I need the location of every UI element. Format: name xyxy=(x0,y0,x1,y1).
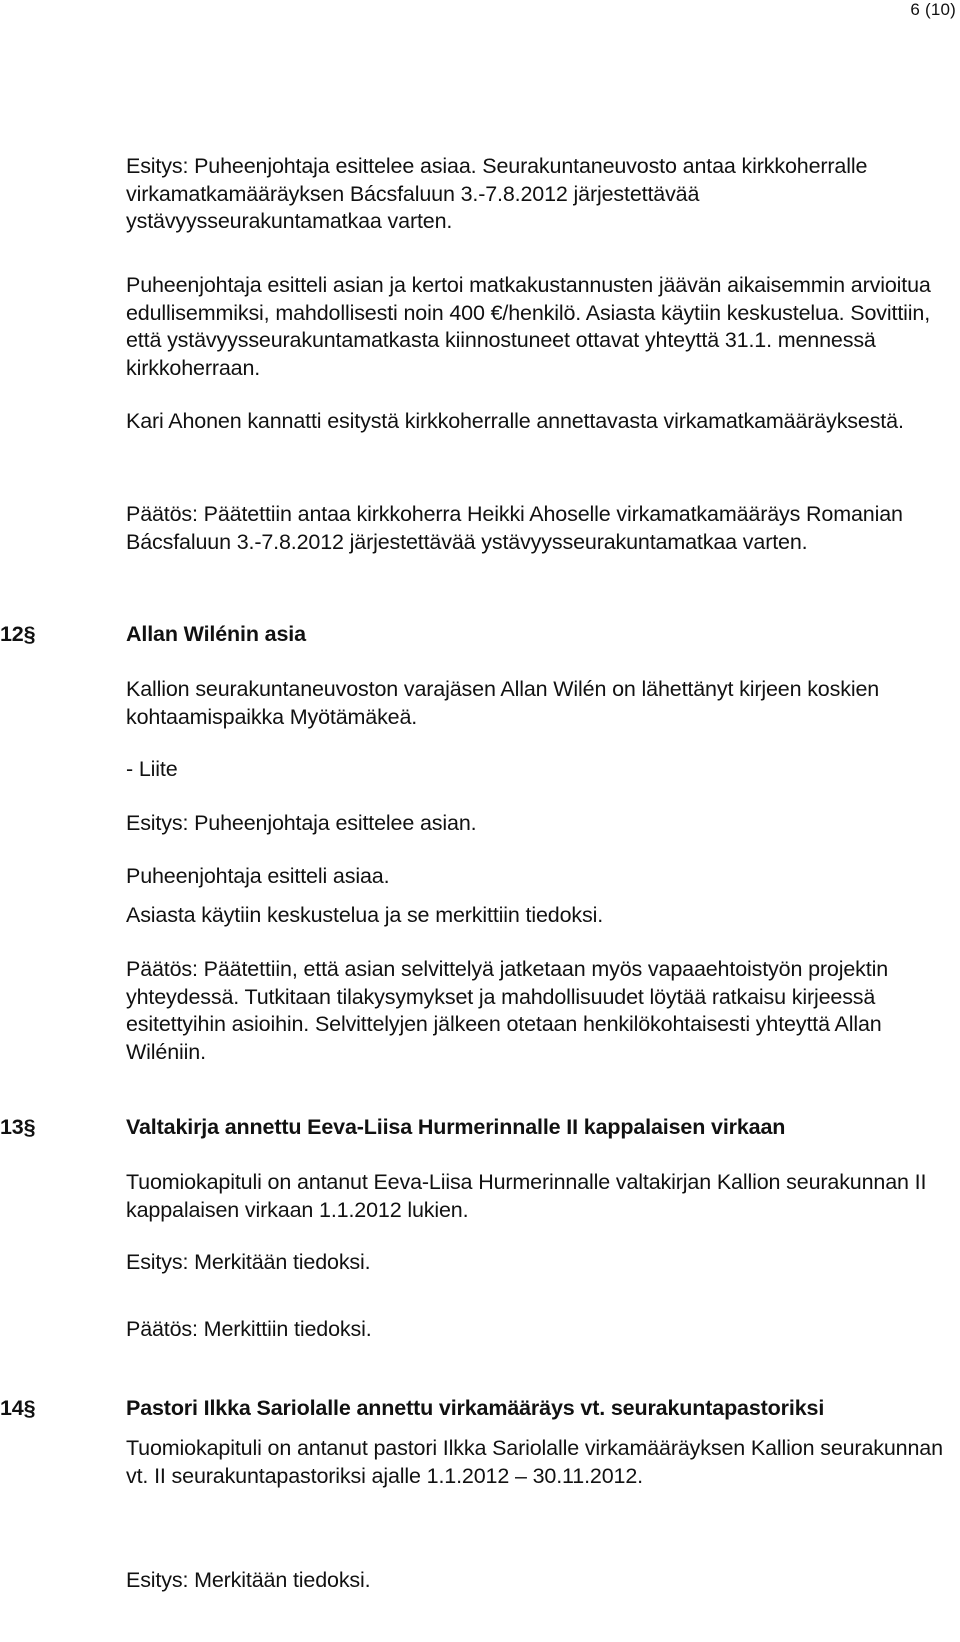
paragraph-noted: Asiasta käytiin keskustelua ja se merkittiin tiedoksi. xyxy=(126,903,604,927)
paragraph-support: Kari Ahonen kannatti esitystä kirkkoherralle annettavasta virkamatkamääräyksestä. xyxy=(126,409,904,433)
section-title: Pastori Ilkka Sariolalle annettu virkamääräys vt. seurakuntapastoriksi xyxy=(126,1396,825,1420)
paragraph-esitys: Esitys: Puheenjohtaja esittelee asian. xyxy=(126,811,477,835)
paragraph-esitys-intro: Esitys: Puheenjohtaja esittelee asiaa. Seurakuntaneuvosto antaa kirkkoherralle virkamatkamääräyksen Bácsfaluun 3.-7.8.2012 järjestettävää ystävyysseurakuntamatkaa varten. xyxy=(126,154,868,233)
paragraph-letter: Kallion seurakuntaneuvoston varajäsen Allan Wilén on lähettänyt kirjeen koskien kohtaamispaikka Myötämäkeä. xyxy=(126,677,880,729)
page-number: 6 (10) xyxy=(910,0,956,19)
paragraph-presented: Puheenjohtaja esitteli asiaa. xyxy=(126,864,390,888)
paragraph-decision: Päätös: Merkittiin tiedoksi. xyxy=(126,1317,372,1341)
section-number: 14§ xyxy=(0,1396,36,1420)
section-number: 13§ xyxy=(0,1115,36,1139)
section-title: Valtakirja annettu Eeva-Liisa Hurmerinnalle II kappalaisen virkaan xyxy=(126,1115,786,1139)
paragraph-decision: Päätös: Päätettiin, että asian selvittelyä jatketaan myös vapaaehtoistyön projektin yhteydessä. Tutkitaan tilakysymykset ja mahdollisuudet löytää ratkaisu kirjeessä esitettyihin asioihin. Selvittelyjen jälkeen otetaan henkilökohtaisesti yhteyttä Allan Wiléniin. xyxy=(126,957,889,1064)
section-number: 12§ xyxy=(0,622,36,646)
paragraph-esitys: Esitys: Merkitään tiedoksi. xyxy=(126,1250,371,1274)
paragraph-discussion: Puheenjohtaja esitteli asian ja kertoi matkakustannusten jäävän aikaisemmin arvioitua edullisemmiksi, mahdollisesti noin 400 €/henkilö. Asiasta käytiin keskustelua. Sovittiin, että ystävyysseurakuntamatkasta kiinnostuneet ottavat yhteyttä 31.1. mennessä kirkkoherraan. xyxy=(126,273,931,380)
paragraph-appointment: Tuomiokapituli on antanut pastori Ilkka Sariolalle virkamääräyksen Kallion seurakunnan vt. II seurakuntapastoriksi ajalle 1.1.2012 – 30.11.2012. xyxy=(126,1436,943,1488)
paragraph-mandate: Tuomiokapituli on antanut Eeva-Liisa Hurmerinnalle valtakirjan Kallion seurakunnan II kappalaisen virkaan 1.1.2012 lukien. xyxy=(126,1170,927,1222)
paragraph-decision: Päätös: Päätettiin antaa kirkkoherra Heikki Ahoselle virkamatkamääräys Romanian Bácsfaluun 3.-7.8.2012 järjestettävää ystävyysseurakuntamatkaa varten. xyxy=(126,502,903,554)
section-title: Allan Wilénin asia xyxy=(126,622,306,646)
attachment-reference: - Liite xyxy=(126,757,178,781)
paragraph-esitys: Esitys: Merkitään tiedoksi. xyxy=(126,1568,371,1592)
